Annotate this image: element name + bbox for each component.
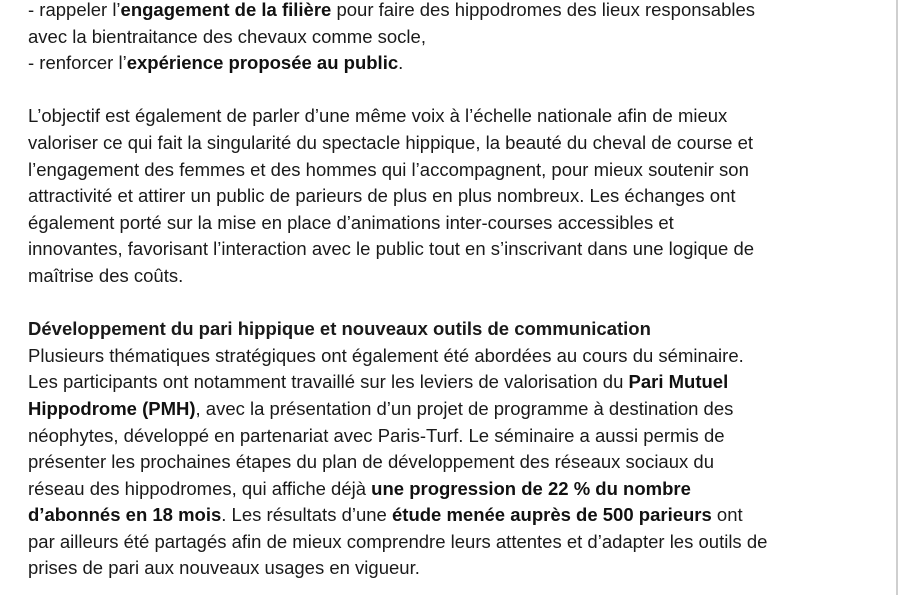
section-development [28,316,896,582]
paragraph-line: attractivité et attirer un public de parieurs de plus en plus nombreux. Les échanges ont [28,185,736,207]
text-run: Les participants ont notamment travaillé sur les leviers de valorisation du [28,371,629,393]
text-run: , avec la présentation d’un projet de programme à destination des [195,397,734,419]
intro-bullet-list [28,0,896,77]
text-run: ont [711,504,743,526]
bold-phrase: étude menée auprès de 500 parieurs [392,504,712,526]
text-run: - rappeler l’ [28,0,121,20]
bold-phrase: une progression de 22 % du nombre [371,477,691,499]
bullet-item-continuation: avec la bientraitance des chevaux comme socle, [28,25,426,47]
paragraph-line: par ailleurs été partagés afin de mieux comprendre leurs attentes et d’adapter les outils de [28,530,768,552]
paragraph-line: maîtrise des coûts. [28,264,184,286]
bullet-item-engagement [28,0,896,24]
bold-phrase: engagement de la filière [120,0,332,20]
paragraph-line [28,502,896,529]
paragraph-line [28,476,896,503]
section-heading: Développement du pari hippique et nouveaux outils de communication [28,318,651,340]
bullet-item-experience [28,50,896,77]
paragraph-line [28,396,896,423]
paragraph-line: L’objectif est également de parler d’une même voix à l’échelle nationale afin de mieux [28,105,728,127]
paragraph-line [28,369,896,396]
paragraph-line: Plusieurs thématiques stratégiques ont également été abordées au cours du séminaire. [28,344,744,366]
paragraph-gap [28,77,896,104]
bold-phrase: Pari Mutuel [628,371,729,393]
paragraph-line: également porté sur la mise en place d’animations inter-courses accessibles et [28,211,674,233]
bold-phrase: expérience proposée au public [126,52,399,74]
text-run: réseau des hippodromes, qui affiche déjà [28,477,372,499]
bold-phrase: d’abonnés en 18 mois [28,504,222,526]
text-run: pour faire des hippodromes des lieux responsables [331,0,756,20]
text-run: . Les résultats d’une [221,504,392,526]
paragraph-line: valoriser ce qui fait la singularité du spectacle hippique, la beauté du cheval de course et [28,131,754,153]
paragraph-line: l’engagement des femmes et des hommes qui l’accompagnent, pour mieux soutenir son [28,158,749,180]
text-run: . [398,52,404,74]
paragraph-line: présenter les prochaines étapes du plan de développement des réseaux sociaux du [28,451,714,473]
text-run: - renforcer l’ [28,52,127,74]
objective-paragraph [28,103,896,289]
bold-phrase: Hippodrome (PMH) [28,397,196,419]
paragraph-line: prises de pari aux nouveaux usages en vigueur. [28,557,420,579]
paragraph-gap [28,290,896,317]
paragraph-line: innovantes, favorisant l’interaction avec le public tout en s’inscrivant dans une logique de [28,238,755,260]
paragraph-line: néophytes, développé en partenariat avec Paris-Turf. Le séminaire a aussi permis de [28,424,725,446]
